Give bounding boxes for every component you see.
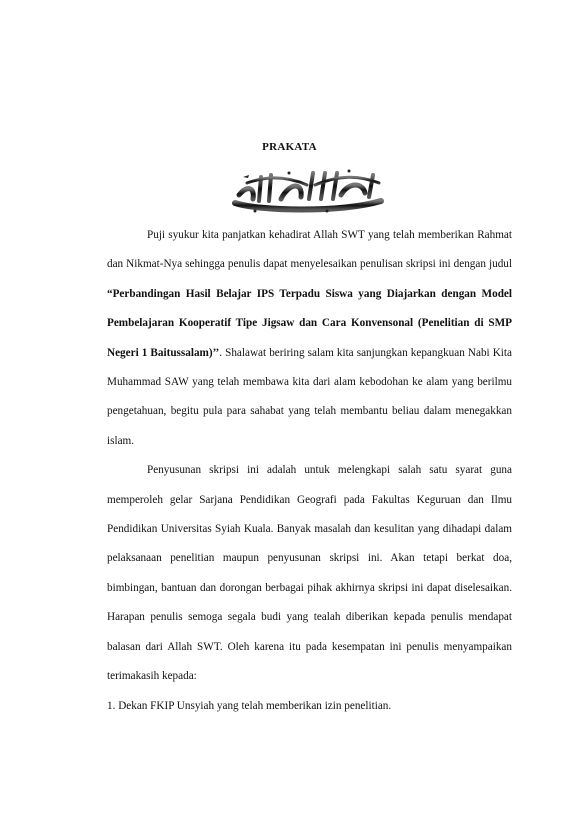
paragraph-2: Penyusunan skripsi ini adalah untuk melengkapi salah satu syarat guna memperoleh gelar Sarjana Pendidikan Geografi pada Fakultas Keguruan dan Ilmu Pendidikan Universitas Syiah Kuala. Banyak masalah dan kesulitan yang dihadapi dalam pelaksanaan penelitian maupun penyusunan skripsi ini. Akan tetapi berkat doa, bimbingan, bantuan dan dorongan berbagai pihak akhirnya skripsi ini dapat diselesaikan. Harapan penulis semoga segala budi yang tealah diberikan kepada penulis mendapat balasan dari Allah SWT. Oleh karena itu pada kesempatan ini penulis menyampaikan terimakasih kepada: <box>107 464 512 683</box>
paragraph-1 <box>107 221 512 456</box>
acknowledgement-list <box>107 692 512 721</box>
list-item: 1. Dekan FKIP Unsyiah yang telah memberikan izin penelitian. <box>107 699 392 712</box>
paragraph-1-intro: Puji syukur kita panjatkan kehadirat Allah SWT yang telah memberikan Rahmat dan Nikmat-Nya sehingga penulis dapat menyelesaikan penulisan skripsi ini dengan judul <box>107 229 512 271</box>
thesis-title: “Perbandingan Hasil Belajar IPS Terpadu Siswa yang Diajarkan dengan Model Pembelajaran Kooperatif Tipe Jigsaw dan Cara Konvensonal (Penelitian di SMP Negeri 1 Baitussalam)’’ <box>107 287 512 359</box>
basmalah-calligraphy-icon <box>229 165 389 217</box>
body-text <box>107 221 512 721</box>
page-title: PRAKATA <box>262 141 317 153</box>
paragraph-1-rest: . Shalawat beriring salam kita sanjungkan kepangkuan Nabi Kita Muhammad SAW yang telah membawa kita dari alam kebodohan ke alam yang berilmu pengetahuan, begitu pula para sahabat yang telah membantu beliau dalam menegakkan islam. <box>107 346 512 447</box>
